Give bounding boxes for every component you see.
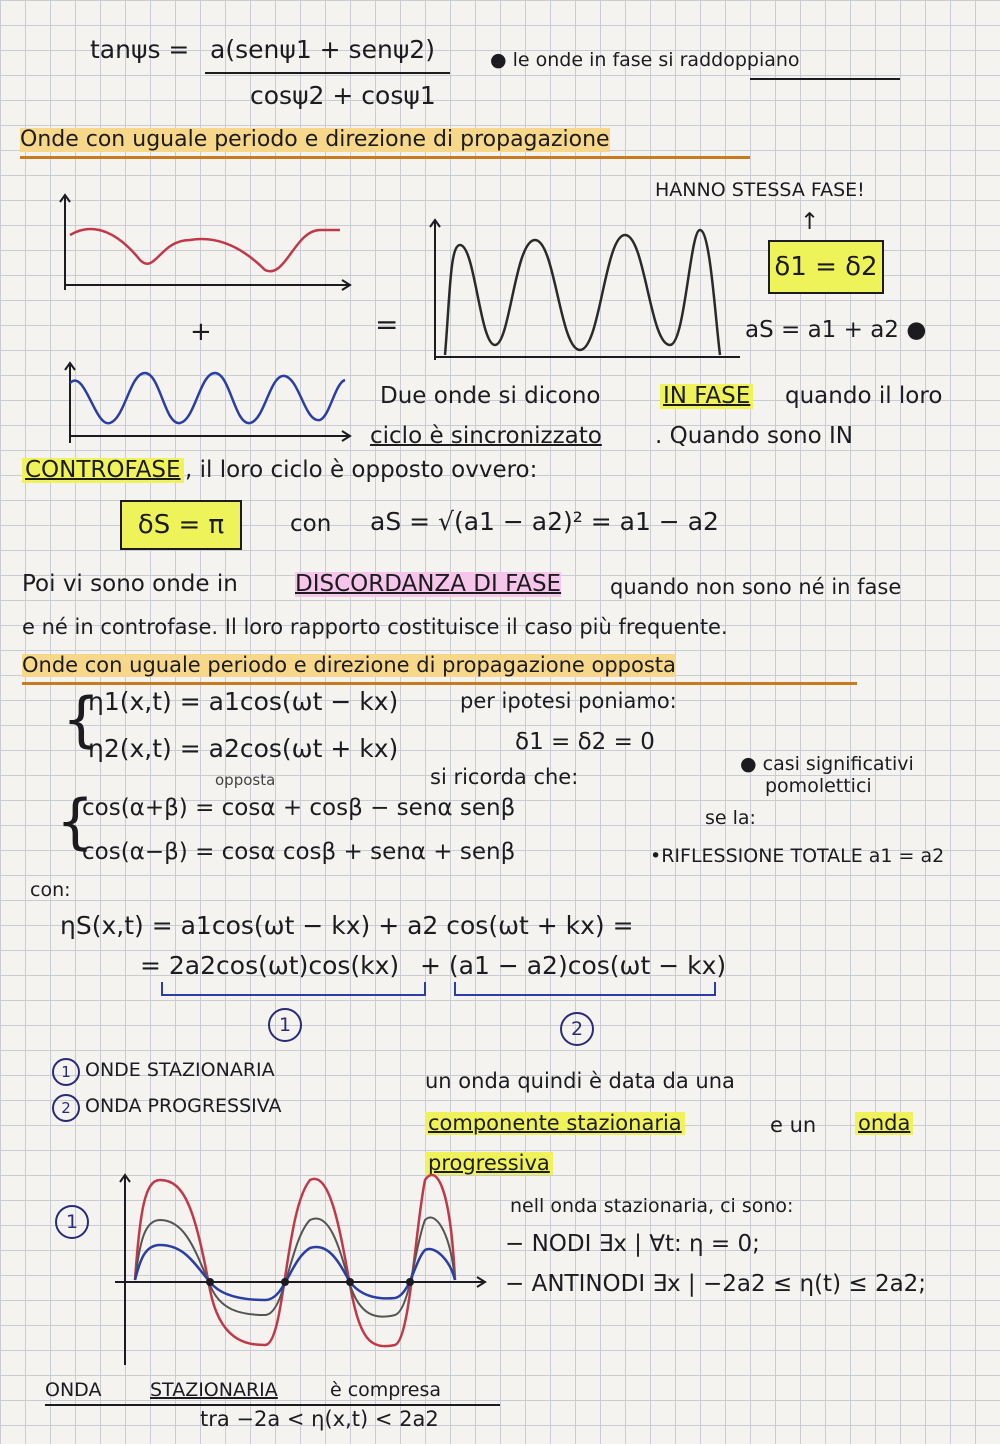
- controfase-hl: CONTROFASE: [22, 458, 184, 483]
- system1-eq1: η1(x,t) = a1cos(ωt − kx): [88, 687, 399, 716]
- section2-title: Onde con uguale periodo e direzione di propagazione opposta: [22, 653, 676, 677]
- nodi-def: − NODI ∃x | ∀t: η = 0;: [505, 1231, 760, 1257]
- discordanza-l2: e né in controfase. Il loro rapporto costituisce il caso più frequente.: [22, 615, 728, 639]
- se-la: se la:: [705, 807, 756, 829]
- sum-line1: ηS(x,t) = a1cos(ωt − kx) + a2 cos(ωt + kx) =: [60, 911, 634, 940]
- footer-underline: [45, 1404, 500, 1406]
- sum-marker-2: 2: [560, 1012, 594, 1046]
- legend-marker-2: 2: [52, 1094, 80, 1122]
- antinodi-def: − ANTINODI ∃x | −2a2 ≤ η(t) ≤ 2a2;: [505, 1271, 927, 1297]
- onda-quindi-hl1: componente stazionaria: [425, 1112, 685, 1135]
- amplitude-sum: aS = a1 + a2 ●: [745, 317, 927, 343]
- in-phase-l2b: . Quando sono IN: [655, 423, 853, 449]
- in-phase-l2a: ciclo è sincronizzato: [370, 423, 602, 449]
- section1-title: Onde con uguale periodo e direzione di propagazione: [20, 127, 610, 152]
- footer-onda: ONDA: [45, 1379, 102, 1401]
- in-phase-l1a: Due onde si dicono: [380, 383, 601, 409]
- system1-eq2: η2(x,t) = a2cos(ωt + kx): [88, 734, 399, 763]
- same-phase-arrow: ↑: [800, 209, 820, 235]
- controfase-formula: aS = √(a1 − a2)² = a1 − a2: [370, 507, 719, 536]
- formula-denominator: cosψ2 + cosψ1: [250, 81, 436, 110]
- casi-significativi: ● casi significativi: [740, 753, 914, 775]
- note-underline: [750, 78, 900, 80]
- legend-item2: ONDA PROGRESSIVA: [85, 1095, 282, 1117]
- footer-range: tra −2a < η(x,t) < 2a2: [200, 1407, 439, 1431]
- graph-standing-wave: [105, 1170, 495, 1370]
- in-phase-l1b: quando il loro: [785, 383, 943, 409]
- system2-brace: {: [56, 787, 95, 857]
- delta-pi-box: δS = π: [120, 500, 242, 550]
- footer-stazionaria: STAZIONARIA: [150, 1379, 278, 1401]
- system2-eq2: cos(α−β) = cosα cosβ + senα + senβ: [82, 839, 516, 865]
- sum-marker-1: 1: [268, 1008, 302, 1042]
- si-ricorda: si ricorda che:: [430, 765, 579, 789]
- section1-underline: [20, 156, 750, 159]
- discordanza-l1b: quando non sono né in fase: [610, 575, 902, 599]
- system2-eq1: cos(α+β) = cosα + cosβ − senα senβ: [82, 795, 516, 821]
- legend-item1: ONDE STAZIONARIA: [85, 1059, 275, 1081]
- fraction-bar: [205, 72, 450, 74]
- graph-sum-wave: [420, 215, 750, 365]
- discordanza-hl: DISCORDANZA DI FASE: [295, 571, 562, 597]
- opposta-note: opposta: [215, 771, 276, 789]
- onda-quindi-l1: un onda quindi è data da una: [425, 1069, 735, 1093]
- legend-marker-1: 1: [52, 1058, 80, 1086]
- formula-numerator: a(senψ1 + senψ2): [210, 35, 435, 64]
- con-word: con: [290, 511, 332, 537]
- formula-lhs: tanψs =: [90, 35, 190, 64]
- plus-sign: +: [190, 317, 212, 347]
- graph-blue-wave: [55, 358, 360, 448]
- riflessione-totale: •RIFLESSIONE TOTALE a1 = a2: [650, 845, 945, 867]
- in-phase-hl: IN FASE: [660, 384, 753, 409]
- delta-equal-box: δ1 = δ2: [768, 240, 884, 294]
- sum-brackets: [150, 980, 730, 1005]
- stazionaria-intro: nell onda stazionaria, ci sono:: [510, 1195, 794, 1217]
- con-label: con:: [30, 879, 71, 901]
- graph-marker-1: 1: [55, 1205, 89, 1239]
- onda-quindi-hl2: onda: [855, 1112, 913, 1135]
- footer-compresa: è compresa: [330, 1379, 441, 1401]
- onda-quindi-l2b: e un: [770, 1113, 817, 1137]
- equals-sign: =: [375, 308, 399, 341]
- system1-brace: {: [62, 685, 101, 755]
- formula-note: ● le onde in fase si raddoppiano: [490, 49, 800, 71]
- hyp-delta: δ1 = δ2 = 0: [515, 729, 655, 755]
- sum-line2b: + (a1 − a2)cos(ωt − kx): [420, 951, 727, 980]
- hypothesis: per ipotesi poniamo:: [460, 689, 677, 713]
- graph-red-wave: [50, 190, 360, 300]
- controfase-text: , il loro ciclo è opposto ovvero:: [185, 457, 538, 483]
- casi-pomolettici: pomolettici: [765, 775, 872, 797]
- onda-quindi-hl3: progressiva: [425, 1152, 553, 1175]
- discordanza-l1a: Poi vi sono onde in: [22, 571, 238, 597]
- same-phase-label: HANNO STESSA FASE!: [655, 179, 865, 201]
- section2-underline: [22, 682, 857, 685]
- sum-line2a: = 2a2cos(ωt)cos(kx): [140, 951, 400, 980]
